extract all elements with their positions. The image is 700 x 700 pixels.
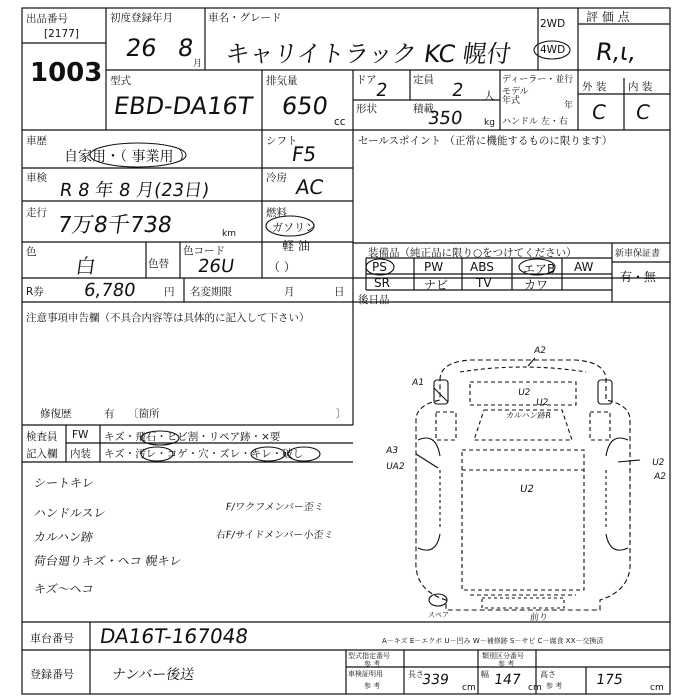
capacity-unit: 人 xyxy=(484,90,495,102)
warranty-label: 新車保証書 xyxy=(615,249,661,259)
dealer-label: ディーラー・並行 xyxy=(502,75,574,85)
displacement-label: 排気量 xyxy=(266,75,298,87)
score-label: 評 価 点 xyxy=(586,10,630,24)
month-unit: 月 xyxy=(193,59,203,69)
equip-navi: ナビ xyxy=(424,278,449,292)
repair-history-label: 修復歴 xyxy=(40,408,72,420)
equip-pw: PW xyxy=(424,260,444,274)
lot-number: 1003 xyxy=(30,58,103,88)
model-year-label: モデル年式 xyxy=(502,87,529,106)
mileage-label: 走行 xyxy=(26,207,47,219)
lot-label: 出品番号 xyxy=(26,13,68,25)
transfer-month: 月 xyxy=(284,286,295,298)
displacement-unit: cc xyxy=(334,116,346,128)
mark-u2-right: U2 xyxy=(651,458,666,468)
handle-label: ハンドル 左・右 xyxy=(502,117,568,127)
drive-2wd: 2WD xyxy=(540,18,566,30)
remark-5: キズ〜ヘコ xyxy=(32,582,95,596)
score-value: R,ι, xyxy=(594,38,639,66)
chassis-number: DA16T-167048 xyxy=(98,624,250,648)
equip-leather: カワ xyxy=(524,278,549,292)
width-label: 幅 xyxy=(481,670,489,679)
load-unit: kg xyxy=(484,118,495,128)
front-label: 前り xyxy=(529,613,549,623)
recycle-label: R券 xyxy=(26,286,44,298)
mark-u2-a: U2 xyxy=(517,388,532,398)
model-year-unit: 年 xyxy=(564,101,574,111)
repair-place-close: 〕 xyxy=(336,408,347,420)
exterior-label: 外 装 xyxy=(582,81,607,93)
doors-label: ドア xyxy=(356,74,377,86)
remark-2: ハンドルスレ xyxy=(32,506,107,520)
first-registration-label: 初度登録年月 xyxy=(110,12,173,24)
ac-label: 冷房 xyxy=(266,172,287,184)
fuel-gasoline: ガソリン xyxy=(272,221,316,234)
remark-right-1: F/ワクフメンバー歪ミ xyxy=(224,502,325,513)
mark-a1: A1 xyxy=(411,378,425,388)
remark-right-2: 右F/サイドメンバー小歪ミ xyxy=(214,530,335,541)
displacement-value: 650 xyxy=(280,92,330,120)
model-value: EBD-DA16T xyxy=(112,92,255,120)
ac-value: AC xyxy=(294,175,325,199)
equip-sr: SR xyxy=(374,276,390,290)
width-unit: cm xyxy=(528,683,542,693)
equip-abs: ABS xyxy=(470,260,494,274)
name-grade-label: 車名・グレード xyxy=(208,12,282,24)
repair-place: 〔箇所 xyxy=(128,408,160,420)
inspection-label: 車検 xyxy=(26,172,47,184)
fuel-diesel: 軽 油 xyxy=(282,239,310,253)
inspection-value: R 8 年 8 月(23日) xyxy=(58,180,211,201)
capacity-value: 2 xyxy=(450,80,465,101)
transfer-deadline-label: 名変期限 xyxy=(190,286,232,298)
repair-history-value: 有 xyxy=(104,408,115,420)
color-code-value: 26U xyxy=(196,256,236,277)
height-label: 高さ xyxy=(540,670,556,679)
repaint-label: 色替 xyxy=(148,258,169,270)
first-registration-year: 26 xyxy=(124,34,159,62)
interior-label: 内 装 xyxy=(628,81,653,93)
registration-value: ナンバー後送 xyxy=(110,667,196,683)
sales-point-label: セールスポイント （正常に機能するものに限ります） xyxy=(358,135,613,147)
lot-sub-number: [2177] xyxy=(44,28,79,40)
notes-label: 注意事項申告欄（不具合内容等は具体的に記入して下さい） xyxy=(26,312,310,324)
fuel-label: 燃料 xyxy=(266,207,287,219)
remark-4: 荷台廻りキズ・ヘコ 幌キレ xyxy=(32,554,183,568)
equip-ps: PS xyxy=(372,260,387,274)
recycle-unit: 円 xyxy=(164,286,175,298)
history-label: 車歴 xyxy=(26,135,47,147)
capacity-label: 定員 xyxy=(413,74,434,86)
shift-label: シフト xyxy=(266,135,298,147)
mark-ua2: UA2 xyxy=(385,462,406,472)
doors-value: 2 xyxy=(374,80,389,101)
category-label: 類別区分番号 xyxy=(482,652,524,660)
drive-4wd: 4WD xyxy=(540,44,566,56)
width-value: 147 xyxy=(492,672,522,688)
shift-value: F5 xyxy=(290,142,318,166)
name-grade-value: キャリイトラック KC 幌付 xyxy=(223,40,513,68)
remark-3: カルハン跡 xyxy=(32,530,95,544)
recycle-value: 6,780 xyxy=(82,280,138,301)
mark-a2-top: A2 xyxy=(533,346,547,356)
fw-label: FW xyxy=(72,429,89,441)
remark-1: シートキレ xyxy=(32,476,95,490)
color-code-label: 色コード xyxy=(183,245,225,257)
first-registration-month: 8 xyxy=(176,34,196,62)
fuel-other: （ ） xyxy=(268,260,296,274)
mark-u2-b: U2 xyxy=(535,398,550,408)
exterior-value: C xyxy=(590,100,608,124)
equip-tv: TV xyxy=(476,276,492,290)
mileage-value: 7万8千738 xyxy=(55,213,174,238)
cert-label: 車検証明用 xyxy=(348,670,383,678)
length-value: 339 xyxy=(420,672,450,688)
fw-items: キズ・飛石・ヒビ割・リペア跡・×要 xyxy=(104,431,281,443)
interior-value: C xyxy=(634,100,652,124)
length-unit: cm xyxy=(462,683,476,693)
mileage-unit: km xyxy=(222,229,236,239)
height-unit: cm xyxy=(650,683,664,693)
designation-label: 型式指定番号 xyxy=(348,652,390,660)
shape-label: 形状 xyxy=(356,103,377,115)
inspector-label: 検査員 xyxy=(26,431,58,443)
mark-kahan: カルハン跡R xyxy=(505,411,552,420)
height-ref: 参 考 xyxy=(546,682,563,690)
length-label: 長さ xyxy=(408,670,424,679)
mark-a3: A3 xyxy=(385,446,399,456)
color-label: 色 xyxy=(26,246,37,258)
equipment-label: 装備品（純正品に限り○をつけてください） xyxy=(368,247,577,259)
damage-legend: A－キズ E－エクボ U－凹み W－補修跡 S－サビ C－腐食 XX－交換済 xyxy=(382,637,604,645)
load-label: 積載 xyxy=(413,103,434,115)
equip-airbag: エアB xyxy=(523,262,556,276)
registration-label: 登録番号 xyxy=(30,668,74,681)
cert-ref: 参 考 xyxy=(364,682,381,690)
load-value: 350 xyxy=(426,108,464,129)
history-value: 自家用・（ 事業用 ） xyxy=(64,149,192,165)
equip-aw: AW xyxy=(574,260,594,274)
category-ref: 参 考 xyxy=(498,660,515,668)
height-value: 175 xyxy=(594,672,624,688)
transfer-day: 日 xyxy=(334,286,345,298)
mark-u2-center: U2 xyxy=(519,484,535,495)
spare-label: スペア xyxy=(428,611,449,619)
designation-ref: 参 考 xyxy=(364,660,381,668)
color-value: 白 xyxy=(74,254,98,278)
chassis-label: 車台番号 xyxy=(30,632,74,645)
entry-label: 記入欄 xyxy=(26,448,58,460)
mark-a2-right: A2 xyxy=(653,472,667,482)
interior-items: キズ・汚レ・コゲ・穴・ズレ・キレ・破し xyxy=(104,448,304,460)
later-items-label: 後日品 xyxy=(358,294,390,306)
interior-check-label: 内装 xyxy=(70,448,91,460)
model-label: 型式 xyxy=(110,75,131,87)
warranty-value: 有・無 xyxy=(620,270,657,284)
